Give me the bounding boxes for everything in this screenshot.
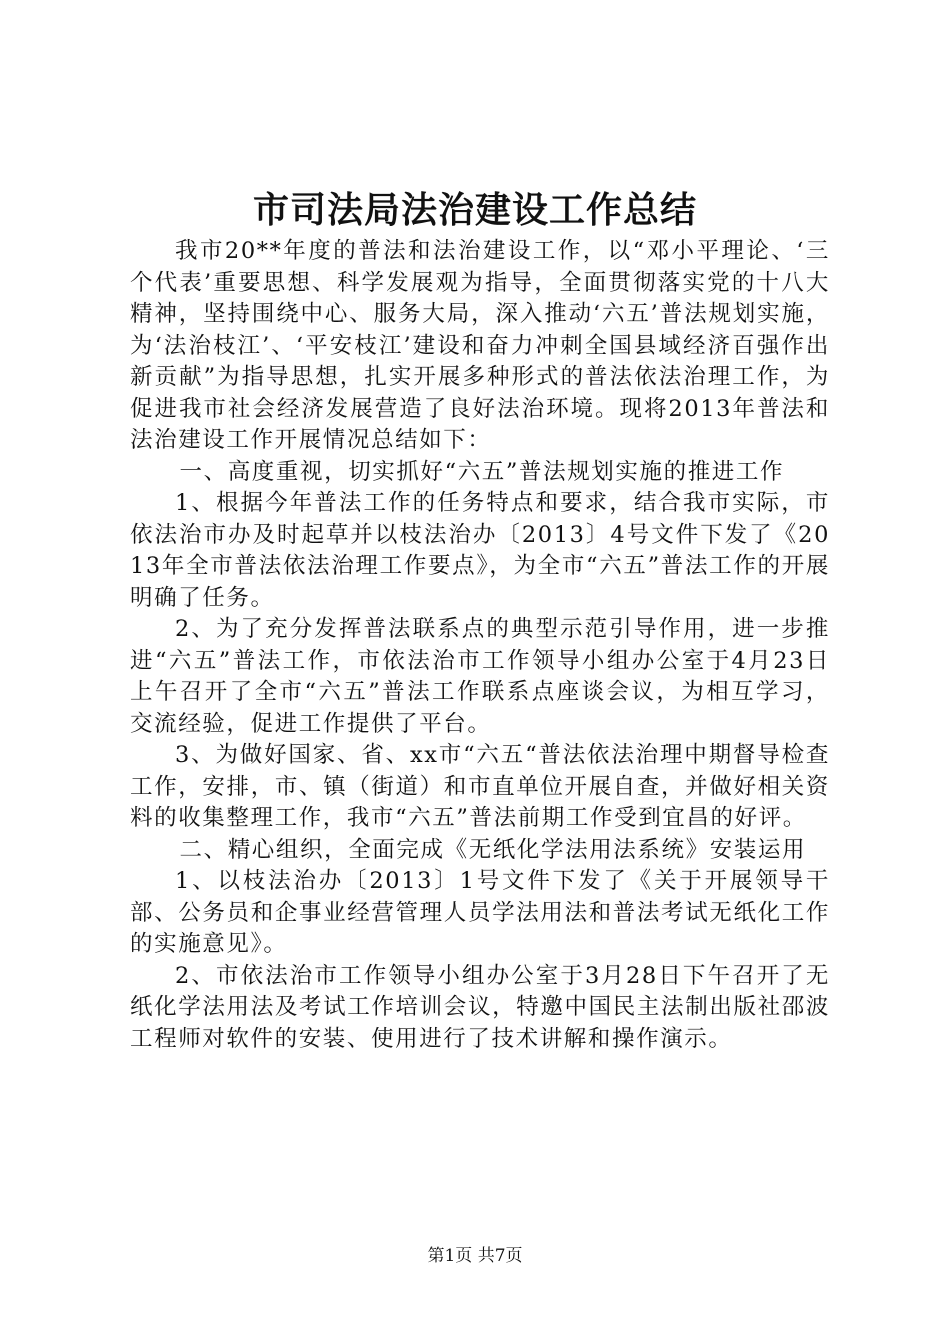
document-title: 市司法局法治建设工作总结	[252, 189, 697, 231]
paragraph-1-3: 3、为做好国家、省、xx市“六五“普法依法治理中期督导检查工作，安排，市、镇（街道）和市直单位开展自查，并做好相关资料的收集整理工作，我市“六五”普法前期工作受到宜昌的好评。	[130, 742, 830, 831]
page-footer: 第1页 共7页	[427, 1246, 523, 1266]
paragraph-2-2: 2、市依法治市工作领导小组办公室于3月28日下午召开了无纸化学法用法及考试工作培训会议，特邀中国民主法制出版社邵波工程师对软件的安装、使用进行了技术讲解和操作演示。	[130, 962, 830, 1052]
paragraph-2-1: 1、以枝法治办〔2013〕1号文件下发了《关于开展领导干部、公务员和企事业经营管理人员学法用法和普法考试无纸化工作的实施意见》。	[130, 868, 830, 957]
paragraph-1-2: 2、为了充分发挥普法联系点的典型示范引导作用，进一步推进“六五”普法工作，市依法治市工作领导小组办公室于4月23日上午召开了全市“六五”普法工作联系点座谈会议，为相互学习，交流经验，促进工作提供了平台。	[130, 616, 830, 737]
paragraph-1-1: 1、根据今年普法工作的任务特点和要求，结合我市实际，市依法治市办及时起草并以枝法治办〔2013〕4号文件下发了《2013年全市普法依法治理工作要点》，为全市“六五”普法工作的开展明确了任务。	[130, 490, 830, 611]
section-heading-2: 二、精心组织，全面完成《无纸化学法用法系统》安装运用	[179, 836, 807, 863]
section-heading-1: 一、高度重视，切实抓好“六五”普法规划实施的推进工作	[179, 458, 785, 485]
document-body	[130, 236, 830, 1055]
paragraph-intro: 我市20**年度的普法和法治建设工作，以“邓小平理论、‘三个代表’重要思想、科学发展观为指导，全面贯彻落实党的十八大精神，坚持围绕中心、服务大局，深入推动‘六五’普法规划实施，为‘法治枝江’、‘平安枝江’建设和奋力冲刺全国县域经济百强作出新贡献”为指导思想，扎实开展多种形式的普法依法治理工作，为促进我市社会经济发展营造了良好法治环境。现将2013年普法和法治建设工作开展情况总结如下：	[130, 238, 830, 453]
